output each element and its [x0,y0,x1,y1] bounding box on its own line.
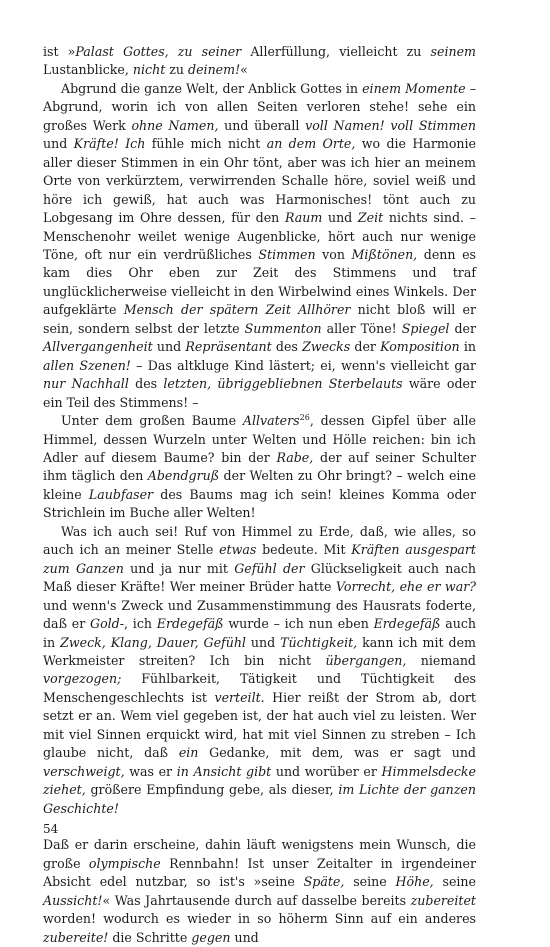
text-run: und [245,634,281,650]
italic-text: an dem Orte, [266,136,356,152]
italic-text: einem Momente [362,80,466,96]
text-run: denn es kam dies Ohr eben zur Zeit des Stimmens und traf unglücklicherweise vielleicht in den Wirbelwind eines Winkels. Der aufgeklärte [43,246,476,318]
italic-text: Gold- [90,616,125,632]
italic-text: nur Nachhall [43,376,129,392]
footnote-marker: 26 [299,412,310,422]
italic-text: Allvaters [242,413,300,429]
italic-text: zubereitet [410,892,476,908]
text-run: wäre oder ein Teil des Stimmens! – [43,376,477,410]
italic-text: Komposition [380,339,460,355]
text-run: « [240,62,248,78]
italic-text: verteilt. [214,689,265,705]
italic-text: Stimmen [258,246,316,262]
text-run: Unter dem großen Baume [61,413,243,429]
italic-text: übergangen, [325,652,407,668]
italic-text: Erdegefäß [373,616,441,632]
italic-text: Zwecks [302,339,351,355]
italic-text: gegen [191,929,231,945]
text-run: aller Töne! [321,320,402,336]
italic-text: verschweigt, [43,763,125,779]
italic-text: voll Namen! voll Stimmen [305,117,476,133]
italic-text: zubereite! [43,929,109,945]
italic-text: in Ansicht gibt [176,763,272,779]
text-run: die Schritte [108,929,192,945]
italic-text: Höhe, [395,874,434,890]
italic-text: Mißtönen, [351,246,418,262]
text-run: und [152,339,186,355]
text-run: seine [344,874,396,890]
text-run: nicht bloß will er sein, sondern selbst der letzte [43,302,476,336]
italic-text: nicht [132,62,166,78]
text-run: « Was Jahrtausende durch auf dasselbe bereits [102,892,411,908]
text-run: Allerfüllung, vielleicht zu [241,44,431,59]
text-run: größere Empfindung gebe, als dieser, [85,782,339,798]
italic-text: allen Szenen! [43,357,131,373]
paragraph [43,43,476,80]
text-run: und [230,929,259,945]
italic-text: Gefühl der [234,560,305,576]
italic-text: etwas [219,542,257,558]
italic-text: Laubfaser [88,486,154,502]
text-run: wo die Harmonie aller dieser Stimmen in ein Ohr tönt, aber was ich hier an meinem Orte von verkürztem, verwirrenden Schalle höre, soviel weiß und höre ich gewiß, hat auch was Harmonisches! tönt auch zu Lobgesang im Ohre dessen, für den [43,136,476,226]
text-run: seine [433,874,477,890]
italic-text: Raum [284,210,323,226]
text-run: ist » [43,44,76,59]
text-run: wurde – ich nun eben [223,616,374,632]
italic-text: Kräften ausgespart zum Ganzen [43,542,476,576]
text-run: und überall [218,117,306,133]
text-run: , dessen Gipfel über alle Himmel, dessen Wurzeln unter Welten und Hölle reichen: bin ich Adler auf diesem Baume? bin der [43,413,476,465]
italic-text: Späte, [303,874,345,890]
italic-text: Palast Gottes, zu seiner [75,44,242,59]
text-run: der [449,320,477,336]
text-run: und worüber er [271,763,382,779]
text-run: der [350,339,381,355]
italic-text: deinem! [188,62,241,78]
italic-text: Rabe, [276,449,314,465]
text-run: Was ich auch sei! Ruf von Himmel zu Erde, daß, wie alles, so auch ich an meiner Stelle [43,523,476,558]
italic-text: Allvergangenheit [43,339,153,355]
italic-text: Mensch der spätern Zeit Allhörer [123,302,351,318]
italic-text: Abendgruß [147,468,220,484]
text-run: und ja nur mit [123,560,235,576]
italic-text: Aussicht! [43,892,103,908]
text-run: Daß er darin erscheine, dahin läuft wenigstens mein Wunsch, die große [43,837,476,871]
text-run: in [459,339,476,355]
italic-text: Summenton [244,320,322,336]
text-run: von [315,246,352,262]
italic-text: Erdegefäß [156,616,224,632]
text-run: auch in [43,616,476,650]
text-run: – Das altkluge Kind lästert; ei, wenn's vielleicht gar [130,357,476,373]
text-run: nichts sind. – Menschenohr weilet wenige Augenblicke, hört auch nur wenige Töne, oft nur ein verdrüßliches [43,210,476,262]
text-run: was er [124,763,177,779]
paragraph [43,523,476,818]
text-run: niemand [406,652,476,668]
text-run: Abgrund die ganze Welt, der Anblick Gottes in [61,80,363,96]
italic-text: im Lichte der ganzen Geschichte! [43,782,476,816]
text-run: des [128,376,164,392]
paragraph [43,80,476,412]
text-run: und wenn's Zweck und Zusammenstimmung des Hausrats foderte, daß er [43,597,476,632]
italic-text: seinem [430,44,476,59]
italic-text: Vorrecht, ehe er war? [335,579,476,595]
italic-text: ein [178,745,199,761]
text-run: und [43,136,74,152]
paragraph [43,836,476,947]
text-run: kann ich mit dem Werkmeister streiten? Ich bin nicht [43,634,476,668]
italic-text: Tüchtigkeit, [280,634,358,650]
text-run: bedeute. Mit [256,542,352,558]
text-run: zu [165,62,189,78]
page-number: 54 [43,822,59,836]
italic-text: Zweck, Klang, Dauer, Gefühl [60,634,246,650]
text-run: Hier reißt der Strom ab, dort setzt er an. Wem viel gegeben ist, der hat auch viel zu leisten. Wer mit viel Sinnen erquickt wird, hat mit viel Sinnen zu streben – Ich glaube nicht, daß [43,689,476,761]
text-run: des Baums mag ich sein! kleines Komma oder Strichlein im Buche aller Welten! [43,486,476,521]
italic-text: vorgezogen; [43,671,122,687]
italic-text: Kräfte! Ich [73,136,146,152]
text-run: der Welten zu Ohr bringt? – welch eine kleine [43,468,476,502]
text-run: Fühlbarkeit, Tätigkeit und Tüchtigkeit des Menschengeschlechts ist [43,671,476,705]
italic-text: Repräsentant [185,339,272,355]
text-run: Lustanblicke, [43,62,133,78]
text-run: und [322,210,358,226]
text-run: , ich [124,616,157,632]
text-run: der auf seiner Schulter ihm täglich den [43,449,476,484]
italic-text: olympische [88,855,161,871]
text-run: – Abgrund, worin ich von allen Seiten verloren stehe! sehe ein großes Werk [43,80,476,133]
text-run: worden! wodurch es wieder in so höherm Sinn auf ein anderes [43,911,476,927]
italic-text: Spiegel [401,320,450,336]
text-run: des [271,339,303,355]
italic-text: ohne Namen, [131,117,219,133]
italic-text: Zeit [357,210,384,226]
italic-text: Himmelsdecke ziehet, [43,763,476,798]
text-run: Gedanke, mit dem, was er sagt und [198,745,476,761]
text-run: fühle mich nicht [145,136,267,152]
body-text [43,43,476,947]
text-run: Rennbahn! Ist unser Zeitalter in irgendeiner Absicht edel nutzbar, so ist's »seine [43,855,476,890]
paragraph [43,412,476,523]
italic-text: letzten, übriggebliebnen Sterbelauts [163,376,403,392]
text-run: Glückseligkeit auch nach Maß dieser Kräfte! Wer meiner Brüder hatte [43,560,477,595]
